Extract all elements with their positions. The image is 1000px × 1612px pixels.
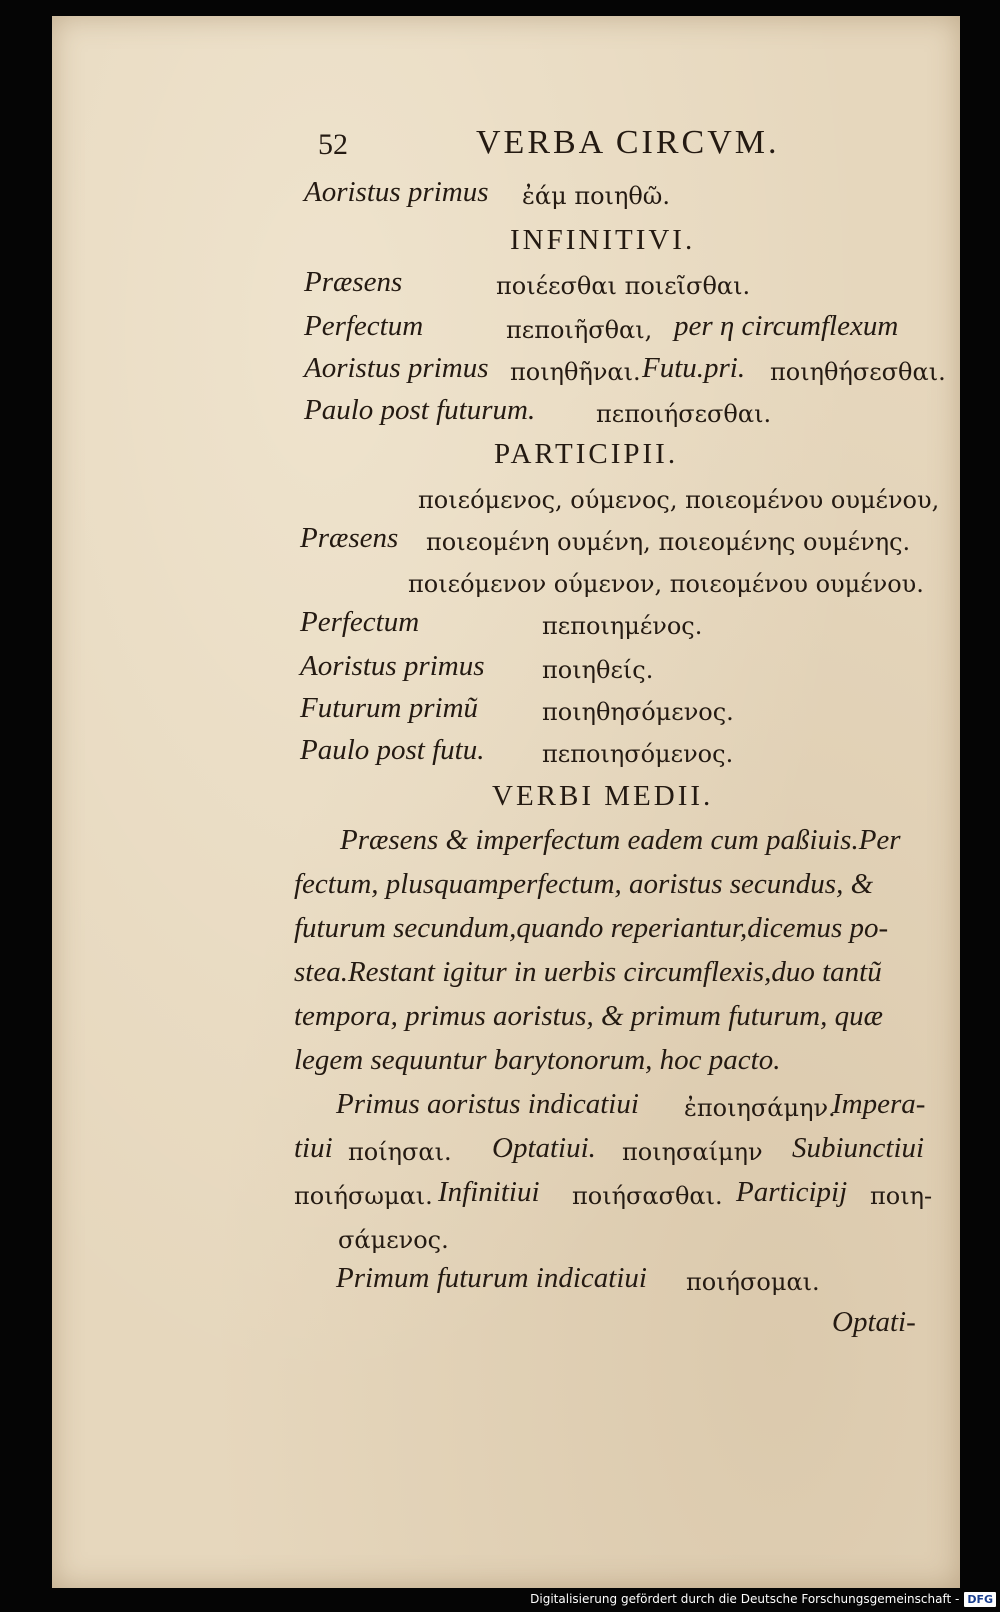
paragraph-2-line-3-a: Infinitiui <box>438 1176 540 1208</box>
heading-infinitivi: INFINITIVI. <box>510 224 696 256</box>
paragraph-1-line-5: tempora, primus aoristus, & primum futurum, quæ <box>294 1000 883 1032</box>
inf-futurum-greek: ποιηθήσεσθαι. <box>770 358 946 386</box>
inf-praesens-greek: ποιέεσθαι ποιεῖσθαι. <box>496 272 751 300</box>
part-paulo-post-greek: πεποιησόμενος. <box>542 740 734 768</box>
paragraph-3-greek: ποιήσομαι. <box>686 1268 820 1296</box>
paragraph-2-line-3-greek-2: ποιήσασθαι. <box>572 1182 723 1210</box>
paragraph-2-line-2-greek-1: ποίησαι. <box>348 1138 452 1166</box>
paragraph-2-line-3-greek-1: ποιήσωμαι. <box>294 1182 433 1210</box>
part-praesens-label: Præsens <box>300 522 399 554</box>
part-praesens-fem: ποιεομένη ουμένη, ποιεομένης ουμένης. <box>426 528 911 556</box>
paragraph-1-line-6: legem sequuntur barytonorum, hoc pacto. <box>294 1044 781 1076</box>
paragraph-2-line-1-b: Impera- <box>832 1088 926 1120</box>
aor1-label: Aoristus primus <box>304 176 489 208</box>
heading-participii: PARTICIPII. <box>494 438 679 470</box>
paragraph-1-line-3: futurum secundum,quando reperiantur,dicemus po- <box>294 912 889 944</box>
paragraph-2-line-2-a: tiui <box>294 1132 333 1164</box>
inf-paulo-post-label: Paulo post futurum. <box>304 394 536 426</box>
inf-futurum-label: Futu.pri. <box>642 352 746 384</box>
part-futurum-label: Futurum primũ <box>300 692 479 724</box>
part-aoristus-label: Aoristus primus <box>300 650 485 682</box>
catchword: Optati- <box>832 1306 916 1338</box>
part-praesens-neut: ποιεόμενον ούμενον, ποιεομένου ουμένου. <box>408 570 924 598</box>
inf-aoristus-label: Aoristus primus <box>304 352 489 384</box>
paragraph-2-line-2-c: Subiunctiui <box>792 1132 925 1164</box>
book-page <box>52 16 960 1588</box>
part-perfectum-label: Perfectum <box>300 606 420 638</box>
inf-perfectum-label: Perfectum <box>304 310 424 342</box>
paragraph-1-line-1: Præsens & imperfectum eadem cum paßiuis.Per <box>340 824 901 856</box>
part-aoristus-greek: ποιηθείς. <box>542 656 654 684</box>
part-futurum-greek: ποιηθησόμενος. <box>542 698 734 726</box>
running-title: VERBA CIRCVM. <box>476 124 780 161</box>
digitization-footer <box>530 1588 996 1610</box>
paragraph-2-line-2-b: Optatiui. <box>492 1132 596 1164</box>
paragraph-2-line-1-greek: ἐποιησάμην. <box>684 1094 836 1122</box>
paragraph-2-line-4-greek: σάμενος. <box>338 1226 449 1254</box>
paragraph-3-a: Primum futurum indicatiui <box>336 1262 647 1294</box>
inf-aoristus-greek: ποιηθῆναι. <box>510 358 641 386</box>
inf-paulo-post-greek: πεποιήσεσθαι. <box>596 400 772 428</box>
paragraph-1-line-4: stea.Restant igitur in uerbis circumflexis,duo tantũ <box>294 956 882 988</box>
dfg-logo: DFG <box>964 1592 996 1607</box>
page-number: 52 <box>318 128 348 161</box>
paragraph-2-line-3-b: Participij <box>736 1176 848 1208</box>
inf-perfectum-note: per η circumflexum <box>674 310 899 342</box>
paragraph-2-line-1-a: Primus aoristus indicatiui <box>336 1088 639 1120</box>
footer-text: Digitalisierung gefördert durch die Deutsche Forschungsgemeinschaft - <box>530 1592 960 1606</box>
heading-verbi-medii: VERBI MEDII. <box>492 780 714 812</box>
part-paulo-post-label: Paulo post futu. <box>300 734 485 766</box>
paragraph-2-line-3-greek-3: ποιη- <box>870 1182 933 1210</box>
part-perfectum-greek: πεποιημένος. <box>542 612 703 640</box>
inf-perfectum-greek: πεποιῆσθαι, <box>506 316 653 344</box>
aor1-greek: ἐάμ ποιηθῶ. <box>522 182 670 210</box>
paragraph-2-line-2-greek-2: ποιησαίμην <box>622 1138 763 1166</box>
inf-praesens-label: Præsens <box>304 266 403 298</box>
part-praesens-masc: ποιεόμενος, ούμενος, ποιεομένου ουμένου, <box>418 486 940 514</box>
paragraph-1-line-2: fectum, plusquamperfectum, aoristus secundus, & <box>294 868 874 900</box>
